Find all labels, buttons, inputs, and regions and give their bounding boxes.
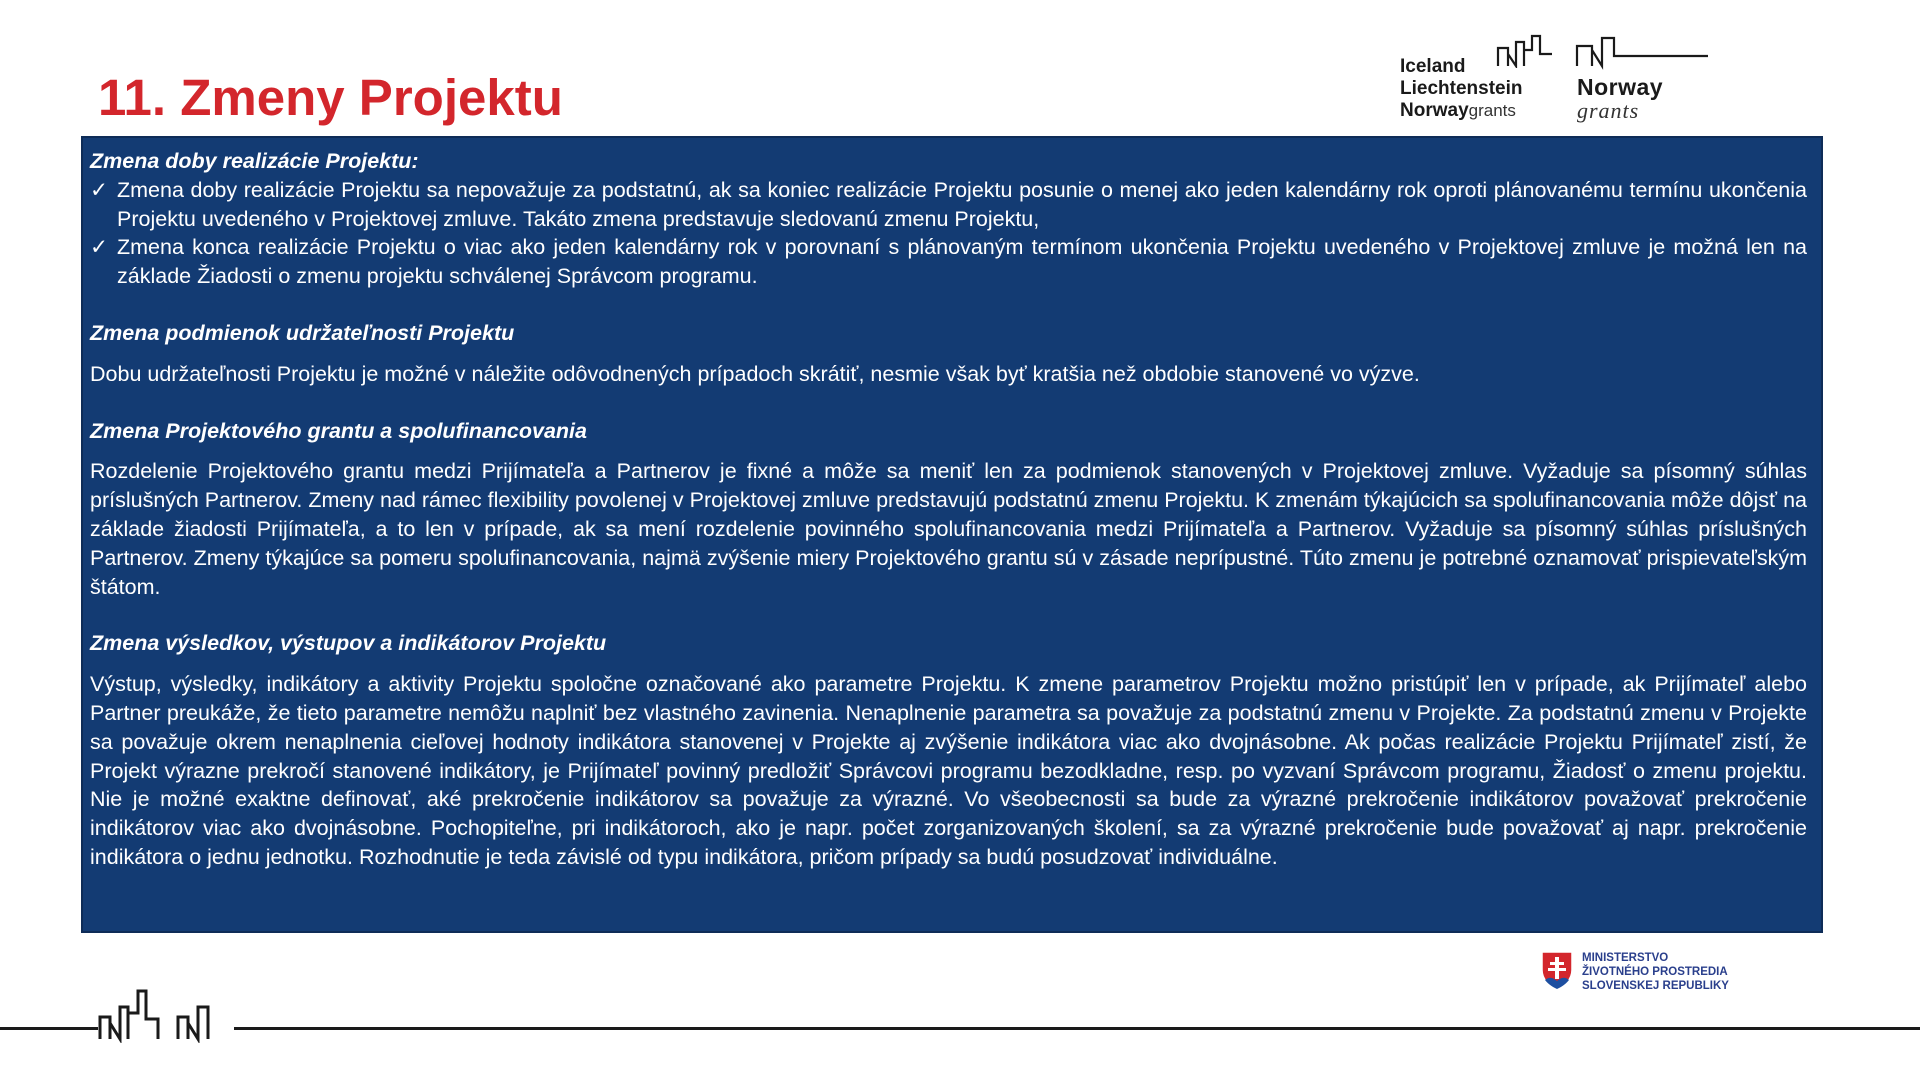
list-item-text: Zmena doby realizácie Projektu sa nepovažuje za podstatnú, ak sa koniec realizácie Projektu posunie o menej ako jeden kalendárny rok oproti plánovanému termínu ukončenia Projektu uvedeného v Projektovej zmluve. Takáto zmena predstavuje sledovanú zmenu Projektu,: [117, 177, 1807, 231]
list-item: [90, 233, 1807, 291]
ministry-logo: [1536, 948, 1776, 998]
norway-skyline-icon: [1574, 34, 1714, 70]
eea-grants-logo: [1400, 34, 1560, 126]
section-heading-realization: Zmena doby realizácie Projektu:: [90, 149, 419, 173]
realization-list: [90, 176, 1807, 291]
ministry-line1: MINISTERSTVO: [1582, 952, 1669, 964]
eea-logo-line3: [1400, 100, 1516, 122]
list-item: [90, 176, 1807, 234]
section-heading-results: Zmena výsledkov, výstupov a indikátorov Projektu: [90, 631, 607, 656]
ministry-line2: ŽIVOTNÉHO PROSTREDIA: [1582, 966, 1728, 978]
slovak-coat-of-arms-icon: [1540, 950, 1574, 990]
eea-skyline-icon: [1496, 34, 1556, 68]
footer-skyline-icon: [98, 989, 234, 1043]
eea-logo-line2: Liechtenstein: [1400, 78, 1523, 99]
page-title: 11. Zmeny Projektu: [98, 69, 563, 126]
checkmark-icon: ✓: [90, 177, 109, 202]
section-text-grant: Rozdelenie Projektového grantu medzi Prijímateľa a Partnerov je fixné a môže sa meniť len za podmienok stanovených v Projektovej zmluve. Vyžaduje sa písomný súhlas príslušných Partnerov. Zmeny nad rámec flexibility povolenej v Projektovej zmluve predstavujú podstatnú zmenu Projektu. K zmenám týkajúcich sa spolufinancovania môže dôjsť na základe žiadosti Prijímateľa, a to len v prípade, ak sa mení rozdelenie povinného spolufinancovania medzi Prijímateľa a Partnerov. Vyžaduje sa písomný súhlas príslušných Partnerov. Zmeny týkajúce sa pomeru spolufinancovania, najmä zvýšenie miery Projektového grantu sú v zásade neprípustné. Túto zmenu je potrebné oznamovať prispievateľským štátom.: [90, 459, 1807, 599]
ministry-line3: SLOVENSKEJ REPUBLIKY: [1582, 980, 1729, 992]
footer-divider: [0, 1027, 1920, 1030]
ministry-logo-text: [1582, 951, 1729, 993]
section-heading-sustainability: Zmena podmienok udržateľnosti Projektu: [90, 320, 515, 345]
eea-logo-norway: Norway: [1400, 100, 1469, 121]
norway-grants-logo: [1574, 34, 1714, 126]
section-text-results: Výstup, výsledky, indikátory a aktivity Projektu spoločne označované ako parametre Projektu. K zmene parametrov Projektu možno pristúpiť len v prípade, ak Prijímateľ alebo Partner preukáže, že tieto parametre nemôžu naplniť bez vlastného zavinenia. Nenaplnenie parametra sa považuje za podstatnú zmenu v Projekte. Za podstatnú zmenu v Projekte sa považuje okrem nenaplnenia cieľovej hodnoty indikátora stanovenej v Projekte aj zvýšenie indikátora viac ako dvojnásobne. Ak počas realizácie Projektu Prijímateľ zistí, že Projekt výrazne prekročí stanovené indikátory, je Prijímateľ povinný predložiť Správcovi programu bezodkladne, resp. po vyzvaní Správcom programu, Žiadosť o zmenu projektu. Nie je možné exaktne definovať, aké prekročenie indikátorov sa považuje za výrazné. Vo všeobecnosti sa bude za výrazné prekročenie indikátorov považovať prekročenie indikátorov viac ako dvojnásobne. Pochopiteľne, pri indikátoroch, ako je napr. počet zorganizovaných školení, sa za výrazné prekročenie bude považovať aj napr. prekročenie indikátora o jednu jednotku. Rozhodnutie je teda závislé od typu indikátora, pričom prípady sa budú posudzovať individuálne.: [90, 672, 1807, 869]
eea-logo-grants: grants: [1468, 101, 1516, 120]
section-heading-grant: Zmena Projektového grantu a spolufinancovania: [90, 418, 587, 443]
eea-logo-line1: Iceland: [1400, 56, 1466, 77]
norway-logo-name: Norway: [1577, 74, 1664, 100]
content-box: [81, 136, 1823, 933]
norway-logo-sub: grants: [1577, 98, 1640, 123]
section-text-sustainability: Dobu udržateľnosti Projektu je možné v náležite odôvodnených prípadoch skrátiť, nesmie však byť kratšia než obdobie stanovené vo výzve.: [90, 361, 1420, 386]
list-item-text: Zmena konca realizácie Projektu o viac ako jeden kalendárny rok v porovnaní s plánovaným termínom ukončenia Projektu uvedeného v Projektovej zmluve je možná len na základe Žiadosti o zmenu projektu schválenej Správcom programu.: [117, 235, 1807, 289]
checkmark-icon: ✓: [90, 235, 109, 260]
